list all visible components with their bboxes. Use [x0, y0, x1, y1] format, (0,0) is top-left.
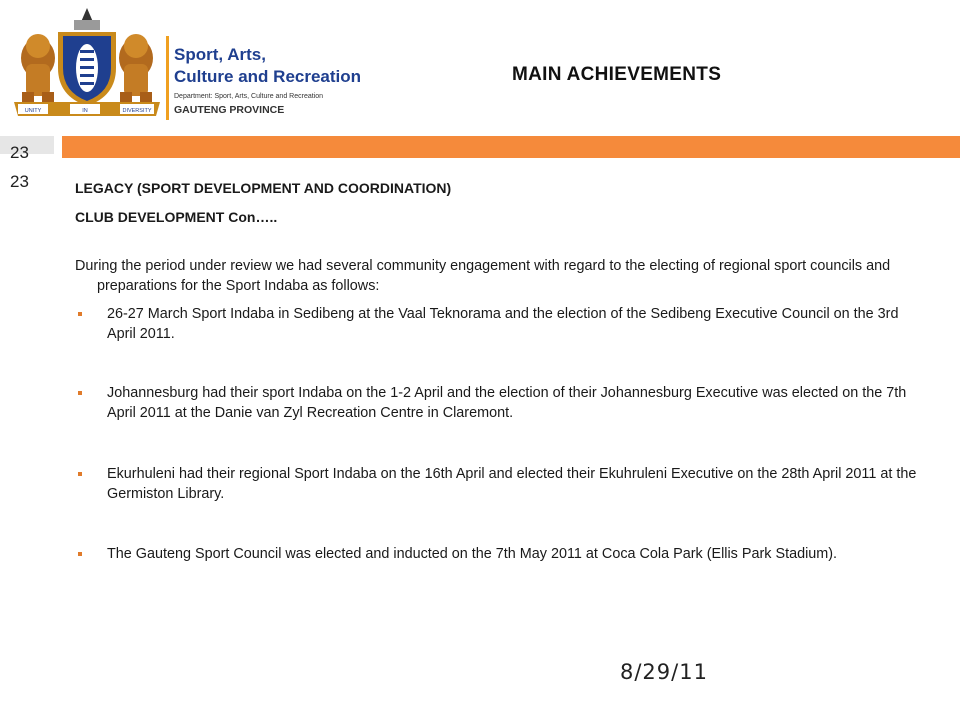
section-heading: LEGACY (SPORT DEVELOPMENT AND COORDINATION)	[75, 180, 452, 196]
square-bullet-icon	[78, 391, 82, 395]
list-item	[75, 383, 920, 423]
list-item	[75, 304, 920, 344]
motto-diversity: DIVERSITY	[122, 108, 152, 114]
square-bullet-icon	[78, 552, 82, 556]
list-item-text: 26-27 March Sport Indaba in Sedibeng at the Vaal Teknorama and the election of the Sedibeng Executive Council on the 3rd April 2011.	[107, 306, 899, 342]
square-bullet-icon	[78, 312, 82, 316]
slide-number: 23	[10, 143, 29, 162]
slide-title: MAIN ACHIEVEMENTS	[512, 64, 722, 85]
logo-line-2: Culture and Recreation	[174, 67, 362, 86]
left-lion-icon	[21, 34, 55, 104]
achievement-list	[75, 304, 920, 564]
crest-top-icon	[74, 8, 100, 30]
department-logo	[8, 6, 362, 124]
motto-in: IN	[82, 108, 88, 114]
intro-paragraph: During the period under review we had several community engagement with regard to the electing of regional sport councils and preparations for the Sport Indaba as follows:	[75, 258, 891, 294]
slide-number-duplicate: 23	[10, 172, 29, 191]
motto-ribbon	[14, 102, 160, 116]
list-item	[75, 464, 920, 504]
logo-line-3: Department: Sport, Arts, Culture and Recreation	[174, 93, 324, 100]
slide-content	[75, 178, 920, 564]
list-item	[75, 544, 920, 564]
motto-unity: UNITY	[24, 108, 42, 114]
logo-line-1: Sport, Arts,	[174, 45, 266, 64]
logo-line-4: GAUTENG PROVINCE	[174, 104, 285, 116]
list-item-text: Johannesburg had their sport Indaba on the 1-2 April and the election of their Johannesburg Executive was elected on the 7th April 2011 at the Danie van Zyl Recreation Centre in Claremont.	[107, 385, 907, 421]
footer-date: 8/29/11	[620, 660, 708, 684]
accent-bar	[62, 136, 960, 158]
logo-divider	[166, 36, 169, 120]
right-lion-icon	[119, 34, 153, 104]
list-item-text: The Gauteng Sport Council was elected and inducted on the 7th May 2011 at Coca Cola Park (Ellis Park Stadium).	[107, 546, 838, 562]
square-bullet-icon	[78, 472, 82, 476]
shield-icon	[58, 32, 116, 106]
subsection-heading: CLUB DEVELOPMENT Con…..	[75, 209, 278, 225]
list-item-text: Ekurhuleni had their regional Sport Indaba on the 16th April and elected their Ekuhruleni Executive on the 28th April 2011 at the Germiston Library.	[107, 466, 917, 502]
